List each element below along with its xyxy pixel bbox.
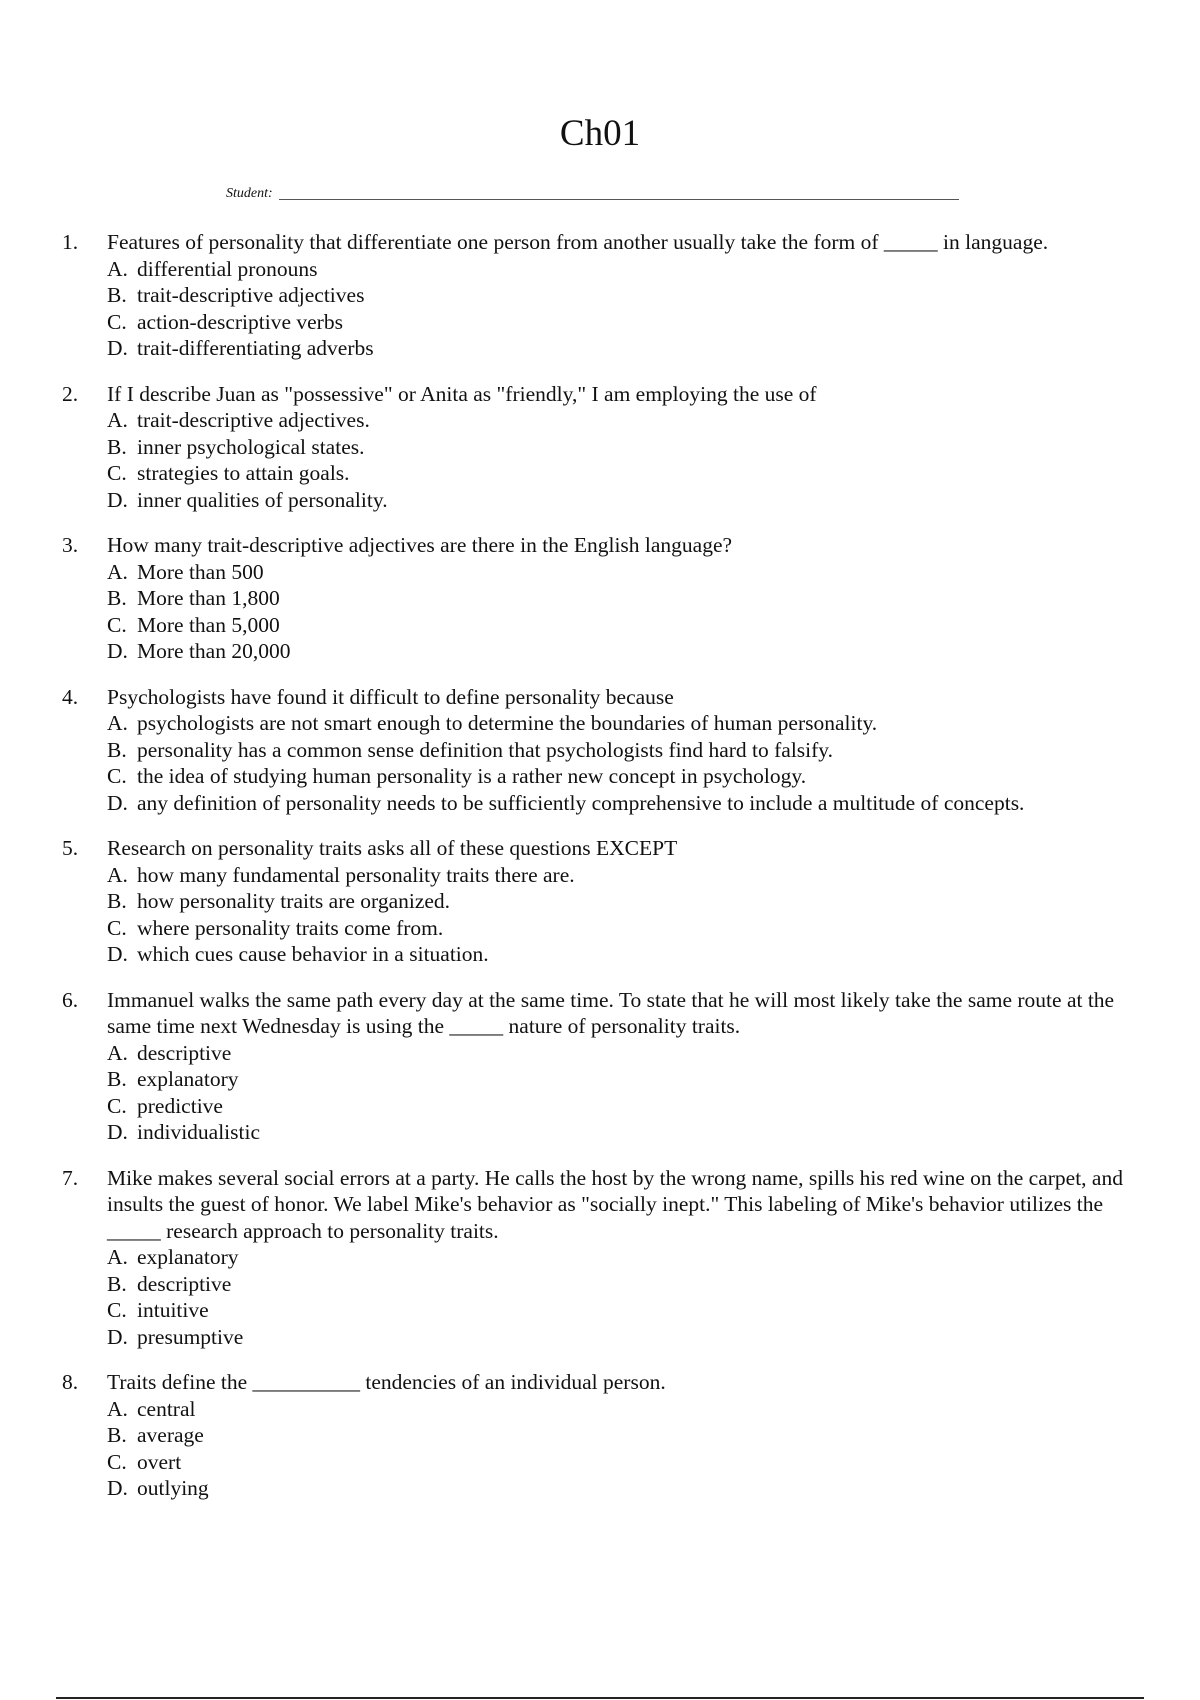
option-letter: B. [107,737,127,762]
answer-option [107,487,1142,514]
answer-options [107,407,1142,513]
option-letter: A. [107,1245,128,1269]
option-letter: C. [107,915,127,940]
option-text: strategies to attain goals. [137,461,350,485]
answer-option [107,282,1142,309]
answer-option [107,915,1142,942]
page-title: Ch01 [559,113,641,154]
question-stem: Features of personality that differentiate one person from another usually take the form of _____ in language. [107,230,1049,254]
option-text: More than 500 [137,559,264,584]
option-text: which cues cause behavior in a situation. [137,942,489,966]
option-text: individualistic [137,1120,261,1144]
question-item [62,1165,1142,1351]
question-number: 3. [62,533,79,557]
question-number: 7. [62,1165,79,1190]
option-letter: C. [107,1093,127,1118]
question-item [62,835,1142,968]
question-number: 4. [62,684,79,709]
option-text: descriptive [137,1040,232,1065]
answer-options [107,862,1142,968]
answer-option [107,1066,1142,1093]
question-stem: Mike makes several social errors at a party. He calls the host by the wrong name, spills his red wine on the carpet, and insults the guest of honor. We label Mike's behavior as "socially inept." This labeling of Mike's behavior utilizes the _____ research approach to personality traits. [107,1165,1123,1243]
option-letter: C. [107,1298,127,1322]
question-list [62,229,1142,1521]
footer-divider [56,1697,1144,1699]
option-text: explanatory [137,1067,239,1091]
answer-option [107,256,1142,283]
answer-option [107,1396,1142,1423]
option-letter: B. [107,889,127,913]
answer-options [107,559,1142,665]
answer-options [107,1244,1142,1350]
option-letter: D. [107,942,128,966]
answer-option [107,888,1142,915]
answer-options [107,710,1142,816]
answer-option [107,1244,1142,1271]
option-letter: C. [107,1449,127,1474]
option-letter: A. [107,408,128,432]
answer-option [107,1297,1142,1324]
answer-option [107,309,1142,336]
answer-option [107,612,1142,639]
answer-option [107,1475,1142,1502]
option-letter: B. [107,1423,127,1447]
option-text: predictive [137,1093,223,1118]
option-text: psychologists are not smart enough to determine the boundaries of human personality. [137,711,878,735]
question-stem: If I describe Juan as "possessive" or Anita as "friendly," I am employing the use of [107,381,817,406]
question-number: 1. [62,230,79,254]
option-text: inner qualities of personality. [137,487,388,512]
question-stem: Immanuel walks the same path every day at the same time. To state that he will most likely take the same route at the same time next Wednesday is using the _____ nature of personality traits. [107,987,1115,1038]
question-number: 5. [62,836,79,860]
option-letter: D. [107,487,128,512]
answer-option [107,941,1142,968]
answer-option [107,559,1142,586]
option-letter: D. [107,639,128,663]
option-text: More than 1,800 [137,586,280,610]
option-letter: A. [107,1040,128,1065]
answer-options [107,1040,1142,1146]
answer-option [107,1119,1142,1146]
question-item [62,532,1142,665]
answer-option [107,434,1142,461]
question-item [62,381,1142,514]
option-letter: D. [107,1120,128,1144]
option-text: any definition of personality needs to be sufficiently comprehensive to include a multitude of concepts. [137,790,1025,815]
option-text: how many fundamental personality traits there are. [137,862,575,887]
option-letter: C. [107,612,127,637]
student-label: Student: [226,186,273,201]
option-text: trait-differentiating adverbs [137,336,374,360]
option-text: More than 20,000 [137,639,291,663]
option-text: the idea of studying human personality is a rather new concept in psychology. [137,764,807,788]
option-letter: D. [107,1324,128,1349]
option-text: average [137,1423,204,1447]
option-letter: A. [107,711,128,735]
question-stem: Research on personality traits asks all of these questions EXCEPT [107,836,678,860]
option-text: trait-descriptive adjectives. [137,408,370,432]
student-name-line[interactable] [279,199,959,200]
answer-option [107,763,1142,790]
answer-option [107,1449,1142,1476]
answer-options [107,1396,1142,1502]
answer-option [107,1040,1142,1067]
option-text: action-descriptive verbs [137,309,343,334]
question-item [62,229,1142,362]
option-letter: A. [107,256,128,281]
answer-option [107,460,1142,487]
option-text: descriptive [137,1271,232,1296]
option-text: overt [137,1449,182,1474]
answer-option [107,790,1142,817]
question-item [62,987,1142,1146]
option-text: trait-descriptive adjectives [137,283,365,307]
option-letter: B. [107,586,127,610]
option-text: explanatory [137,1245,239,1269]
question-stem: Psychologists have found it difficult to define personality because [107,684,674,709]
option-text: presumptive [137,1324,244,1349]
answer-option [107,1422,1142,1449]
question-number: 8. [62,1370,79,1394]
option-text: differential pronouns [137,256,318,281]
option-letter: B. [107,1067,127,1091]
option-text: inner psychological states. [137,434,365,459]
option-letter: D. [107,790,128,815]
option-letter: A. [107,862,128,887]
answer-options [107,256,1142,362]
student-field [226,185,959,203]
option-text: central [137,1396,196,1421]
question-stem: Traits define the __________ tendencies of an individual person. [107,1370,666,1394]
question-item [62,684,1142,817]
answer-option [107,407,1142,434]
option-letter: B. [107,434,127,459]
option-letter: A. [107,559,128,584]
option-text: personality has a common sense definition that psychologists find hard to falsify. [137,737,834,762]
question-stem: How many trait-descriptive adjectives are there in the English language? [107,533,733,557]
option-letter: D. [107,1476,128,1500]
option-letter: C. [107,764,127,788]
option-text: where personality traits come from. [137,915,444,940]
question-number: 6. [62,987,79,1012]
option-text: how personality traits are organized. [137,889,451,913]
answer-option [107,585,1142,612]
answer-option [107,1093,1142,1120]
answer-option [107,335,1142,362]
option-text: outlying [137,1476,209,1500]
answer-option [107,737,1142,764]
option-letter: A. [107,1396,128,1421]
option-letter: C. [107,461,127,485]
question-item [62,1369,1142,1502]
answer-option [107,638,1142,665]
answer-option [107,1324,1142,1351]
answer-option [107,1271,1142,1298]
answer-option [107,710,1142,737]
option-letter: B. [107,1271,127,1296]
answer-option [107,862,1142,889]
option-letter: D. [107,336,128,360]
option-letter: C. [107,309,127,334]
option-letter: B. [107,283,127,307]
option-text: More than 5,000 [137,612,280,637]
question-number: 2. [62,381,79,406]
option-text: intuitive [137,1298,209,1322]
